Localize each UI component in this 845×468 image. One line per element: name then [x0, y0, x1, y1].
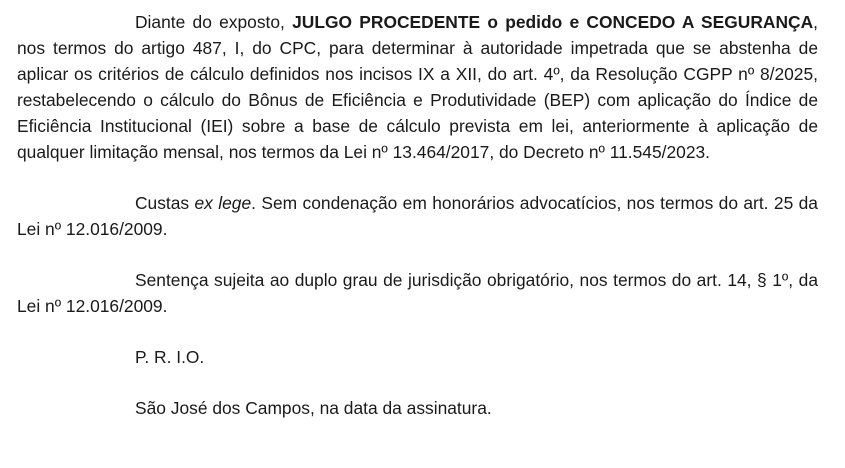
decision-holding: JULGO PROCEDENTE o pedido e CONCEDO A SEGURANÇA: [292, 12, 814, 32]
decision-body: , nos termos do artigo 487, I, do CPC, para determinar à autoridade impetrada que se abstenha de aplicar os critérios de cálculo definidos nos incisos IX a XII, do art. 4º, da Resolução CGPP nº 8/2025, restabelecendo o cálculo do Bônus de Eficiência e Produtividade (BEP) com aplicação do Índice de Eficiência Institucional (IEI) sobre a base de cálculo prevista em lei, anteriormente à aplicação de qualquer limitação mensal, nos termos da Lei nº 13.464/2017, do Decreto nº 11.545/2023.: [17, 12, 818, 162]
pri-line: P. R. I.O.: [135, 347, 205, 367]
decision-lead: Diante do exposto,: [135, 12, 293, 32]
costs-latin-term: ex lege: [194, 193, 252, 213]
review-paragraph: Sentença sujeita ao duplo grau de jurisdição obrigatório, nos termos do art. 14, § 1º, da Lei nº 12.016/2009.: [17, 270, 818, 316]
decision-paragraph: [17, 9, 818, 165]
costs-lead: Custas: [135, 193, 195, 213]
place-date-line: São José dos Campos, na data da assinatura.: [135, 398, 492, 418]
costs-body: . Sem condenação em honorários advocatícios, nos termos do art. 25 da Lei nº 12.016/2009.: [17, 193, 818, 239]
costs-paragraph: [17, 190, 818, 242]
